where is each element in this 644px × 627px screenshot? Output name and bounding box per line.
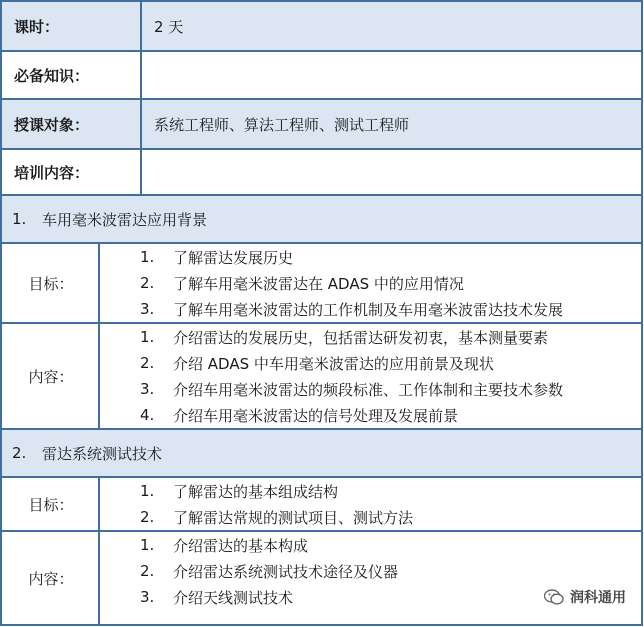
list-item: 1. 介绍雷达的基本构成	[140, 536, 309, 555]
list-item: 4. 介绍车用毫米波雷达的信号处理及发展前景	[140, 406, 459, 425]
value-audience: 系统工程师、算法工程师、测试工程师	[154, 115, 410, 134]
list-item: 3. 了解车用毫米波雷达的工作机制及车用毫米波雷达技术发展	[140, 300, 564, 319]
value-training-content	[144, 150, 641, 194]
row-training-content	[0, 150, 643, 194]
section-2-number: 2.	[12, 444, 27, 462]
row-duration	[0, 2, 643, 50]
row-audience	[0, 100, 643, 148]
list-item: 1. 介绍雷达的发展历史，包括雷达研发初衷，基本测量要素	[140, 328, 549, 347]
section-2-content-label: 内容：	[28, 569, 74, 588]
label-audience: 授课对象：	[14, 115, 90, 134]
list-item: 2. 介绍 ADAS 中车用毫米波雷达的应用前景及现状	[140, 354, 494, 373]
section-1-goal-label: 目标：	[28, 274, 74, 293]
section-1-header	[0, 196, 643, 242]
wechat-icon	[544, 589, 564, 605]
section-2-goal-label: 目标：	[28, 495, 74, 514]
label-training-content: 培训内容：	[14, 163, 90, 182]
section-2-goals	[0, 478, 643, 530]
list-item: 2. 了解车用毫米波雷达在 ADAS 中的应用情况	[140, 274, 464, 293]
value-prerequisites	[144, 52, 641, 98]
list-item: 3. 介绍天线测试技术	[140, 588, 294, 607]
section-1-goals	[0, 244, 643, 322]
label-prerequisites: 必备知识：	[14, 66, 90, 85]
label-duration: 课时：	[14, 17, 60, 36]
watermark-text: 润科通用	[570, 590, 626, 606]
section-1-number: 1.	[12, 210, 27, 228]
list-item: 2. 了解雷达常规的测试项目、测试方法	[140, 508, 414, 527]
section-2-header	[0, 430, 643, 476]
row-prerequisites	[0, 52, 643, 98]
list-item: 1. 了解雷达的基本组成结构	[140, 482, 339, 501]
list-item: 1. 了解雷达发展历史	[140, 248, 294, 267]
section-1-contents	[0, 324, 643, 428]
section-2-contents	[0, 532, 643, 624]
value-duration: 2 天	[144, 2, 641, 50]
list-item: 2. 介绍雷达系统测试技术途径及仪器	[140, 562, 399, 581]
section-1-content-label: 内容：	[28, 367, 74, 386]
section-1-title: 车用毫米波雷达应用背景	[42, 210, 208, 229]
section-2-title: 雷达系统测试技术	[42, 444, 163, 463]
watermark	[544, 587, 626, 607]
list-item: 3. 介绍车用毫米波雷达的频段标准、工作体制和主要技术参数	[140, 380, 564, 399]
